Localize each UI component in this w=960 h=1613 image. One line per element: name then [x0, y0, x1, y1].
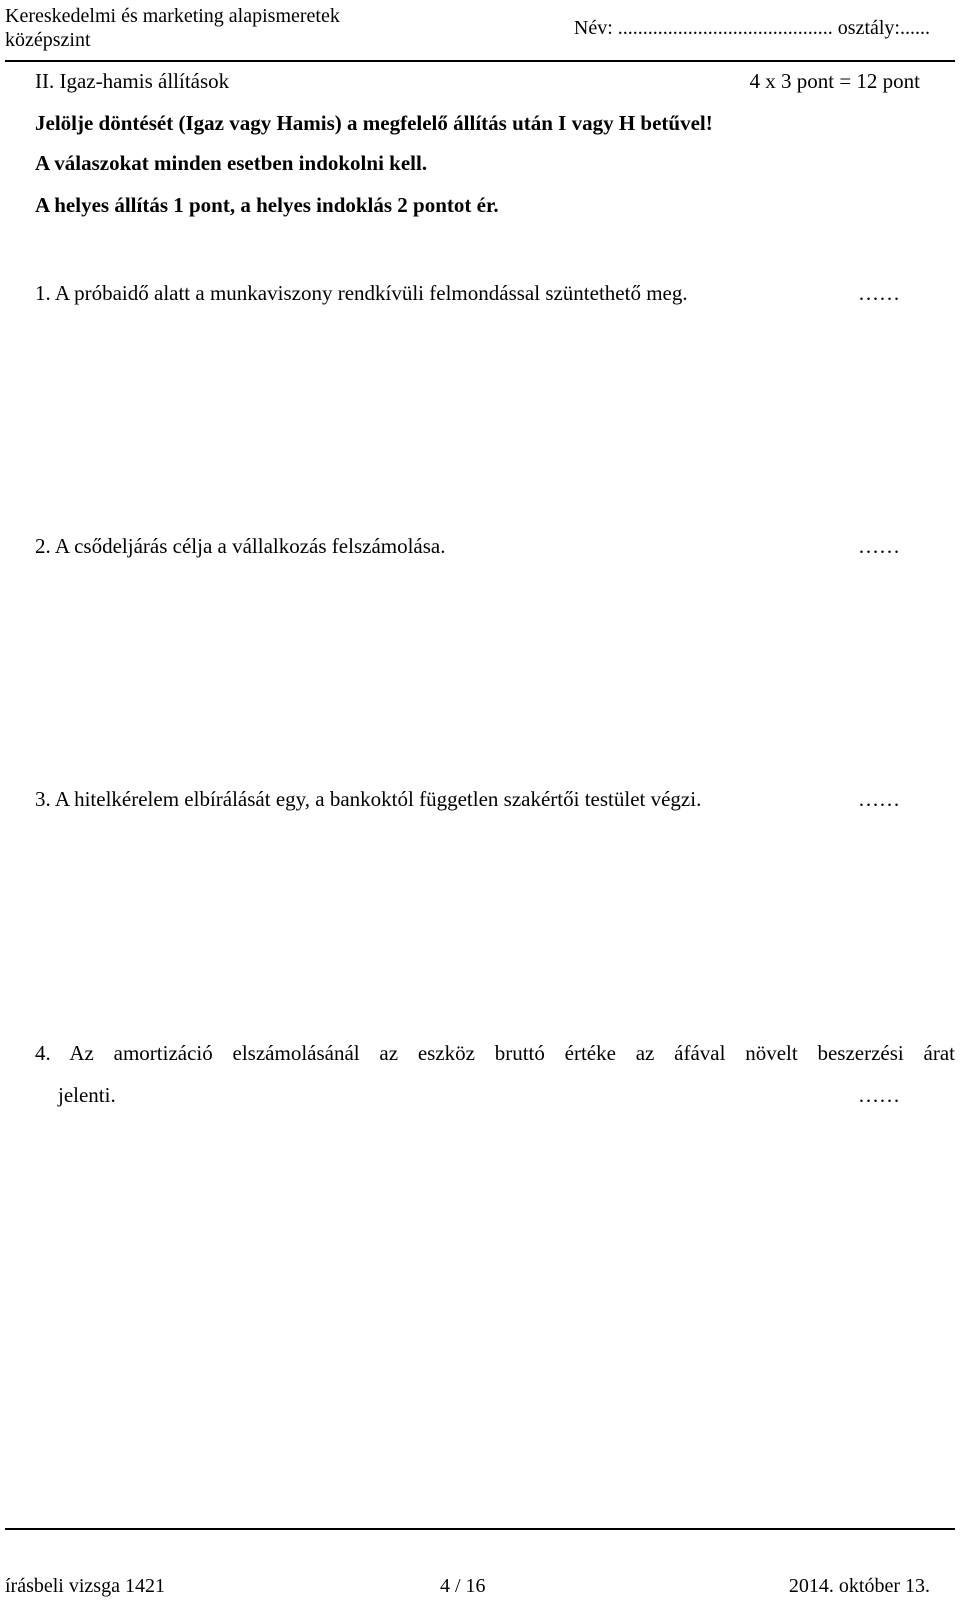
question-3-answer[interactable]: ……	[858, 787, 900, 811]
question-4-line2: jelenti.	[58, 1083, 116, 1107]
header-subject-line1: Kereskedelmi és marketing alapismeretek	[5, 5, 340, 27]
question-4-answer[interactable]: ……	[858, 1083, 900, 1107]
footer-exam-code: írásbeli vizsga 1421	[5, 1575, 165, 1597]
footer-page-number: 4 / 16	[440, 1575, 486, 1597]
instruction-3: A helyes állítás 1 pont, a helyes indoklás 2 pontot ér.	[35, 193, 499, 217]
instruction-2: A válaszokat minden esetben indokolni kell.	[35, 151, 428, 175]
section-points: 4 x 3 pont = 12 pont	[749, 69, 920, 93]
question-2: 2. A csődeljárás célja a vállalkozás felszámolása.	[35, 534, 446, 558]
instruction-1: Jelölje döntését (Igaz vagy Hamis) a megfelelő állítás után I vagy H betűvel!	[35, 111, 713, 135]
header-rule	[5, 60, 955, 62]
question-3: 3. A hitelkérelem elbírálását egy, a bankoktól független szakértői testület végzi.	[35, 787, 702, 811]
question-1-answer[interactable]: ……	[858, 281, 900, 305]
question-1: 1. A próbaidő alatt a munkaviszony rendkívüli felmondással szüntethető meg.	[35, 281, 688, 305]
footer-date: 2014. október 13.	[788, 1575, 930, 1597]
header-name-field: Név: ........................................... osztály:......	[573, 17, 930, 39]
footer-rule	[5, 1528, 955, 1530]
question-2-answer[interactable]: ……	[858, 534, 900, 558]
section-title: II. Igaz-hamis állítások	[35, 69, 230, 93]
question-4-line1: 4. Az amortizáció elszámolásánál az eszköz bruttó értéke az áfával növelt beszerzési árat	[35, 1041, 955, 1065]
header-subject	[5, 4, 340, 52]
header-subject-line2: középszint	[5, 29, 91, 51]
